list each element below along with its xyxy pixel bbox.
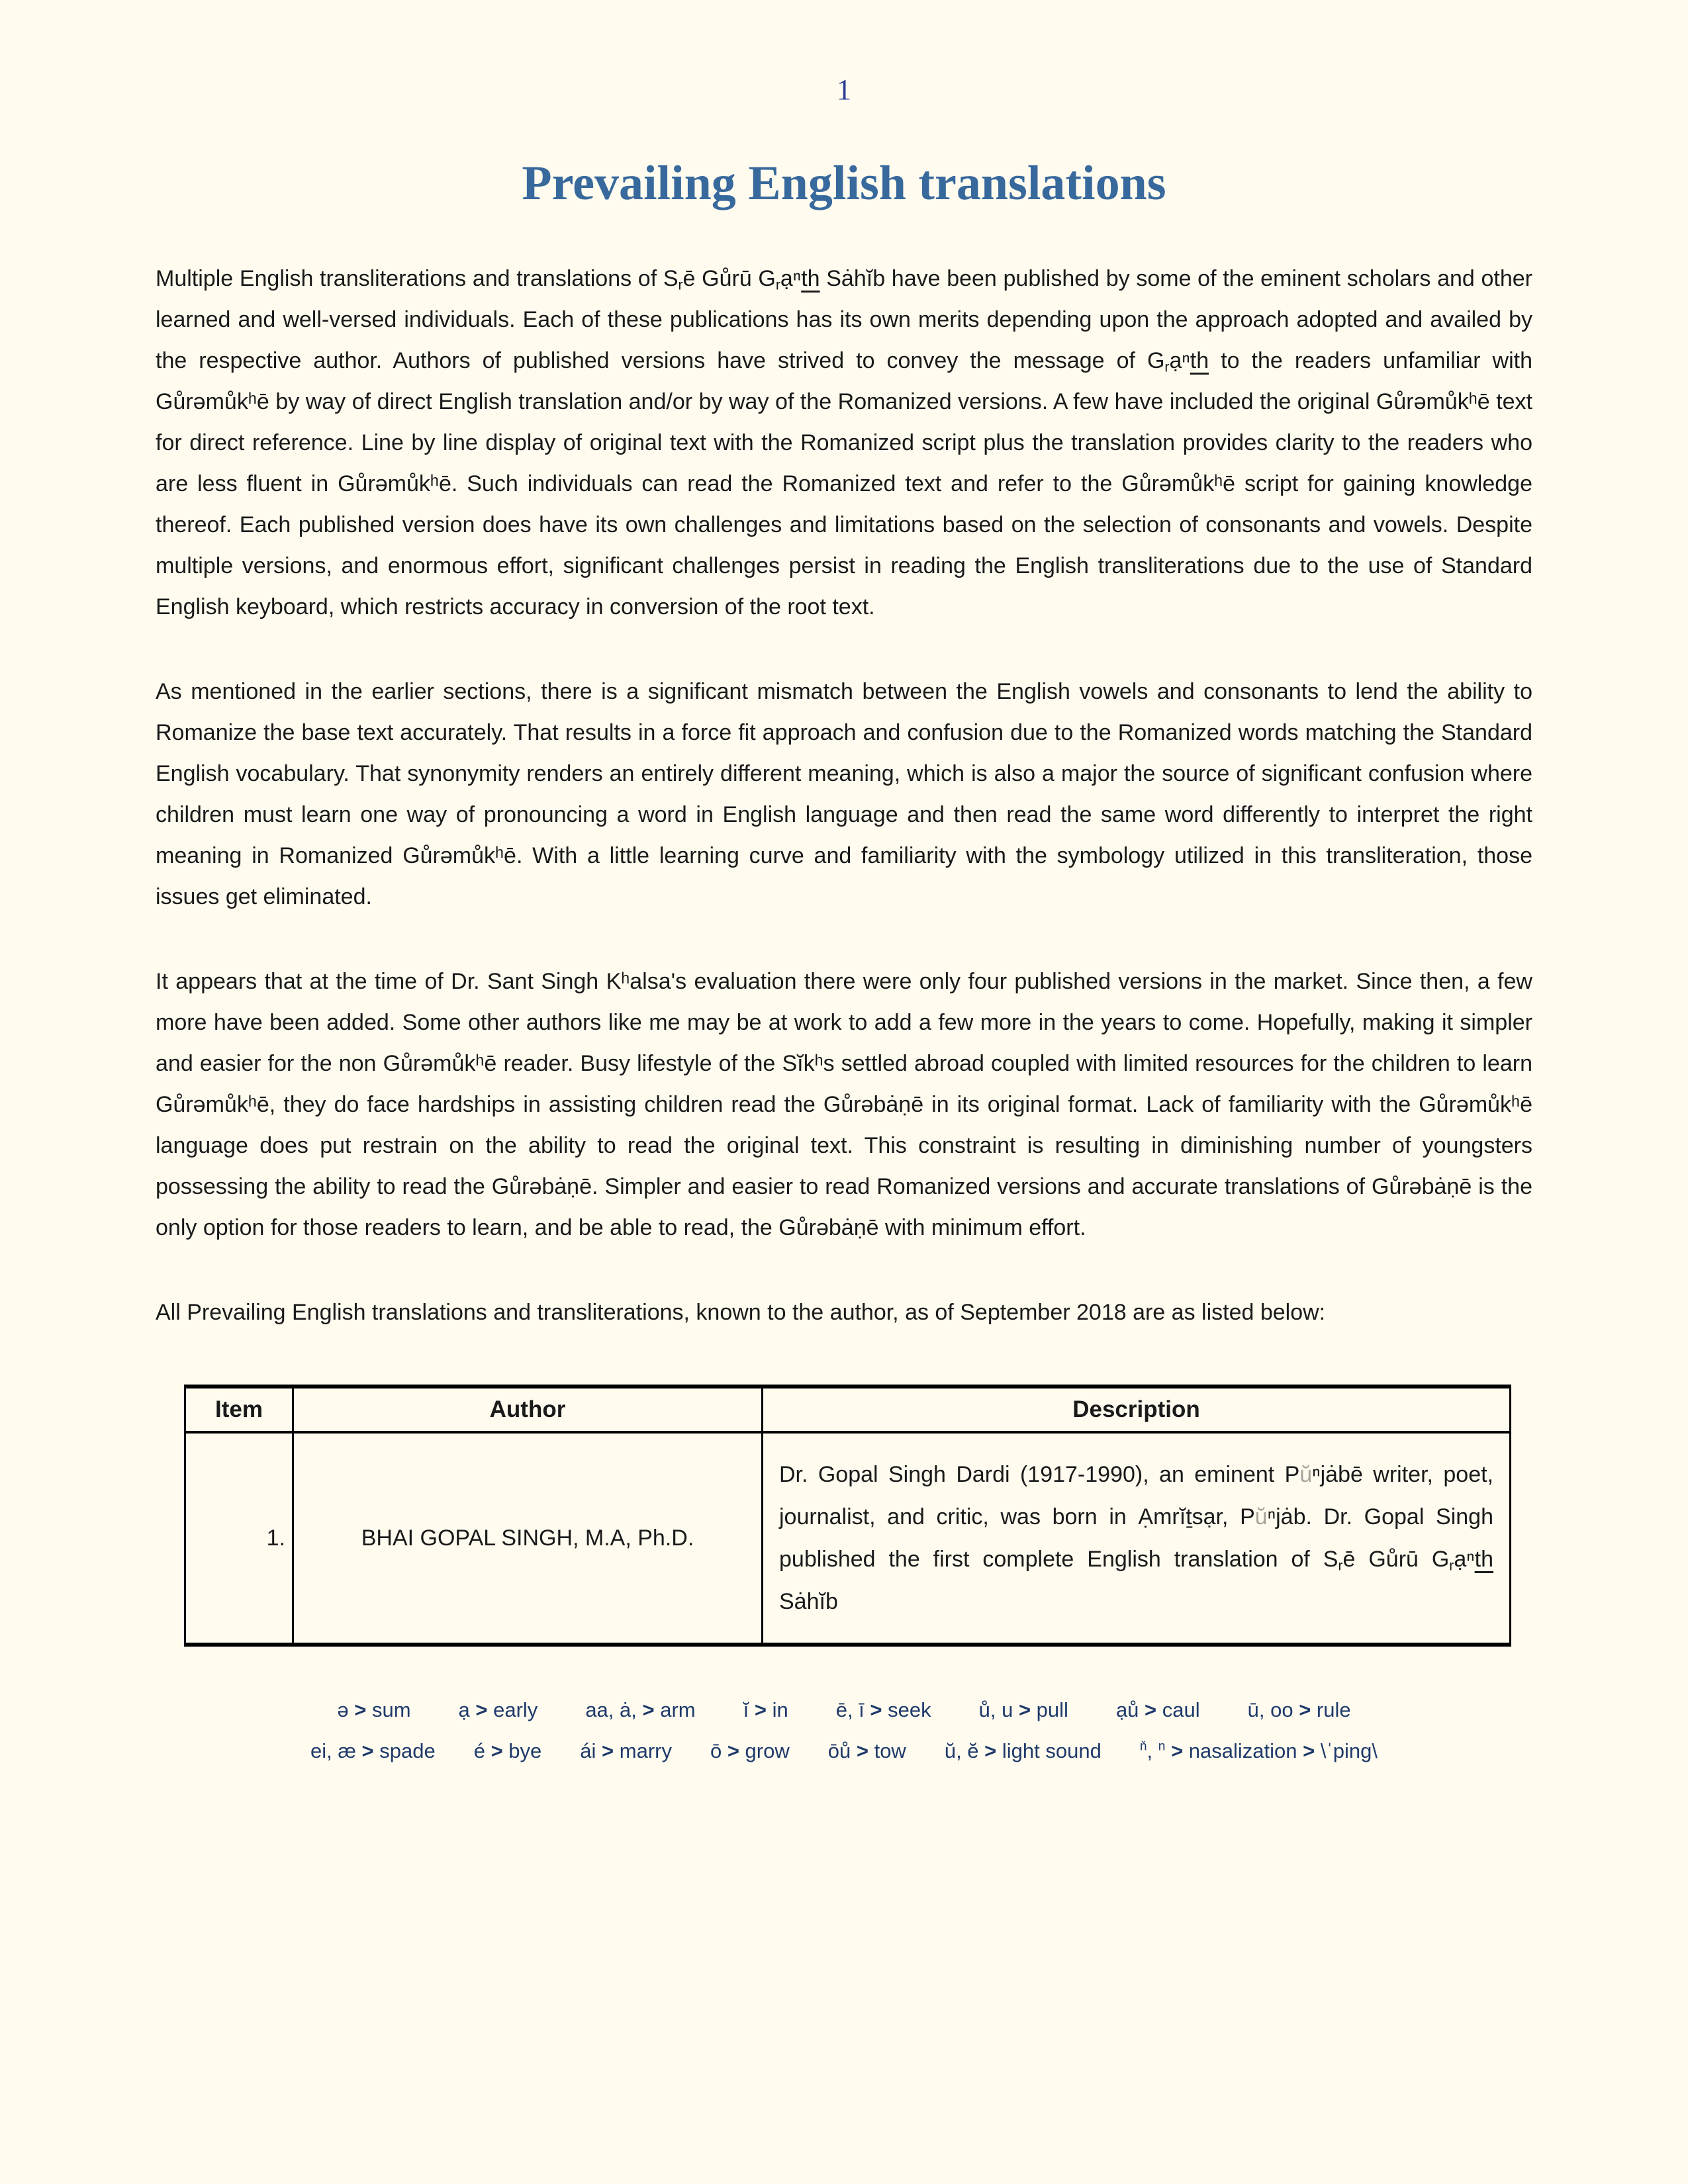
col-header-description: Description (763, 1387, 1511, 1432)
paragraph-3: It appears that at the time of Dr. Sant Singh Kʰalsa's evaluation there were only four published versions in the market. Since then, a few more have been added. Some other authors like me may be at work to add a few more in the years to come. Hopefully, making it simpler and easier for the non Gůrəmůkʰē reader. Busy lifestyle of the Sĭkʰs settled abroad coupled with limited resources for the children to learn Gůrəmůkʰē, they do face hardships in assisting children read the Gůrəbȧṇē in its original format. Lack of familiarity with the Gůrəmůkʰē language does put restrain on the ability to read the original text. This constraint is resulting in diminishing number of youngsters possessing the ability to read the Gůrəbȧṇē. Simpler and easier to read Romanized versions and accurate translations of Gůrəbȧṇē is the only option for those readers to learn, and be able to read, the Gůrəbȧṇē with minimum effort. (156, 969, 1532, 1240)
pronunciation-legend (156, 1698, 1532, 1763)
page-title: Prevailing English translations (522, 156, 1166, 210)
col-header-author: Author (293, 1387, 763, 1432)
legend-row-2 (156, 1739, 1532, 1763)
legend-row-1 (156, 1698, 1532, 1722)
legend-item: ů, u > pull (978, 1698, 1068, 1721)
legend-item: ạ > early (458, 1698, 538, 1721)
legend-item: ē, ī > seek (835, 1698, 931, 1721)
paragraph-2: As mentioned in the earlier sections, there is a significant mismatch between the English vowels and consonants to lend the ability to Romanize the base text accurately. That results in a force fit approach and confusion due to the Romanized words matching the Standard English vocabulary. That synonymity renders an entirely different meaning, which is also a major the source of significant confusion where children must learn one way of pronouncing a word in English language and then read the same word differently to interpret the right meaning in Romanized Gůrəmůkʰē. With a little learning curve and familiarity with the symbology utilized in this transliteration, those issues get eliminated. (156, 679, 1532, 909)
table-row (185, 1432, 1511, 1645)
legend-item: $^ň$, $^n$ > nasalization > \ˈping\ (1139, 1739, 1378, 1762)
legend-item: aa, ȧ, > arm (585, 1698, 696, 1721)
paragraph-1: Multiple English transliterations and translations of $S_rē$ Gůrū $G_rạ^nth$ Sȧhĭb have been published by some of the eminent scholars and other learned and well-versed individuals. Each of these publications has its own merits depending upon the approach adopted and availed by the respective author. Authors of published versions have strived to convey the message of $G_rạ^nth$ to the readers unfamiliar with Gůrəmůkʰē by way of direct English translation and/or by way of the Romanized versions. A few have included the original Gůrəmůkʰē text for direct reference. Line by line display of original text with the Romanized script plus the translation provides clarity to the readers who are less fluent in Gůrəmůkʰē. Such individuals can read the Romanized text and refer to the Gůrəmůkʰē script for gaining knowledge thereof. Each published version does have its own challenges and limitations based on the selection of consonants and vowels. Despite multiple versions, and enormous effort, significant challenges persist in reading the English transliterations due to the use of Standard English keyboard, which restricts accuracy in conversion of the root text. (156, 266, 1533, 619)
legend-item: ōů > tow (827, 1739, 906, 1762)
translations-table (184, 1385, 1511, 1647)
page-number: 1 (837, 73, 851, 106)
item-number-cell: 1. (185, 1432, 293, 1645)
legend-item: ái > marry (580, 1739, 672, 1762)
legend-item: ạů > caul (1115, 1698, 1200, 1721)
author-cell: BHAI GOPAL SINGH, M.A, Ph.D. (293, 1432, 763, 1645)
legend-item: ū, oo > rule (1247, 1698, 1351, 1721)
legend-item: ŭ, ĕ > light sound (944, 1739, 1102, 1762)
legend-item: ei, æ > spade (310, 1739, 436, 1762)
legend-item: ĭ > in (743, 1698, 788, 1721)
table-header-row (185, 1387, 1511, 1432)
col-header-item: Item (185, 1387, 293, 1432)
legend-item: ə > sum (337, 1698, 411, 1721)
legend-item: é > bye (473, 1739, 542, 1762)
paragraph-4: All Prevailing English translations and transliterations, known to the author, as of September 2018 are as listed below: (156, 1300, 1326, 1325)
description-cell: Dr. Gopal Singh Dardi (1917-1990), an eminent Pŭⁿjȧbē writer, poet, journalist, and critic, was born in Ạmrĭṯsạr, Pŭⁿjȧb. Dr. Gopal Singh published the first complete English translation of $S_rē$ Gůrū $G_rạ^nth$ Sȧhĭb (763, 1432, 1511, 1645)
legend-item: ō > grow (710, 1739, 790, 1762)
